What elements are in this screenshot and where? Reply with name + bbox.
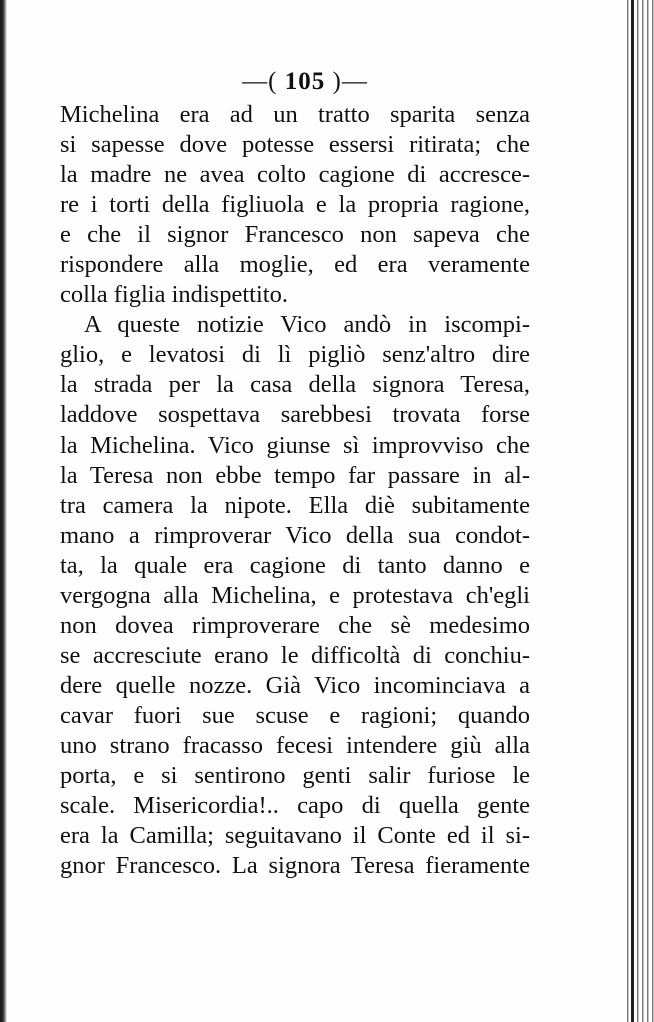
text-line: la Teresa non ebbe tempo far passare in al- xyxy=(60,461,530,489)
text-line: glio, e levatosi di lì pigliò senz'altro dire xyxy=(60,341,530,369)
text-line: uno strano fracasso fecesi intendere giù alla xyxy=(60,731,530,759)
page-header xyxy=(0,68,610,96)
text-line: la Michelina. Vico giunse sì improvviso che xyxy=(60,431,530,459)
text-line: la madre ne avea colto cagione di accresce- xyxy=(60,161,530,189)
text-line: re i torti della figliuola e la propria ragione, xyxy=(60,191,530,219)
text-line: rispondere alla moglie, ed era veramente xyxy=(60,251,530,279)
text-line: gnor Francesco. La signora Teresa fieramente xyxy=(60,852,530,880)
text-line: era la Camilla; seguitavano il Conte ed il si- xyxy=(60,822,530,850)
text-line: e che il signor Francesco non sapeva che xyxy=(60,221,530,249)
text-line: vergogna alla Michelina, e protestava ch'egli xyxy=(60,581,530,609)
page-number: 105 xyxy=(284,68,326,95)
text-line: Michelina era ad un tratto sparita senza xyxy=(60,101,530,128)
page-edge xyxy=(624,0,654,1022)
header-prefix: —( xyxy=(242,68,285,95)
header-suffix: )— xyxy=(325,68,368,95)
text-line: laddove sospettava sarebbesi trovata forse xyxy=(60,401,530,429)
text-line: mano a rimproverar Vico della sua condot- xyxy=(60,521,530,549)
text-line: cavar fuori sue scuse e ragioni; quando xyxy=(60,701,530,729)
text-line: ta, la quale era cagione di tanto danno e xyxy=(60,551,530,579)
text-line: porta, e si sentirono genti salir furiose le xyxy=(60,762,530,790)
text-line: tra camera la nipote. Ella diè subitamente xyxy=(60,491,530,519)
text-line: si sapesse dove potesse essersi ritirata; che xyxy=(60,131,530,159)
text-line: colla figlia indispettito. xyxy=(60,281,288,309)
text-line: scale. Misericordia!.. capo di quella gente xyxy=(60,792,530,820)
text-line: la strada per la casa della signora Teresa, xyxy=(60,371,530,399)
text-line: dere quelle nozze. Già Vico incominciava a xyxy=(60,671,530,699)
body-text xyxy=(60,100,530,881)
text-line: non dovea rimproverare che sè medesimo xyxy=(60,611,530,639)
page-edge-line xyxy=(631,0,634,1022)
binding-edge xyxy=(0,0,7,1022)
text-line: se accresciute erano le difficoltà di conchiu- xyxy=(60,641,530,669)
text-line: A queste notizie Vico andò in iscompi- xyxy=(84,311,530,339)
